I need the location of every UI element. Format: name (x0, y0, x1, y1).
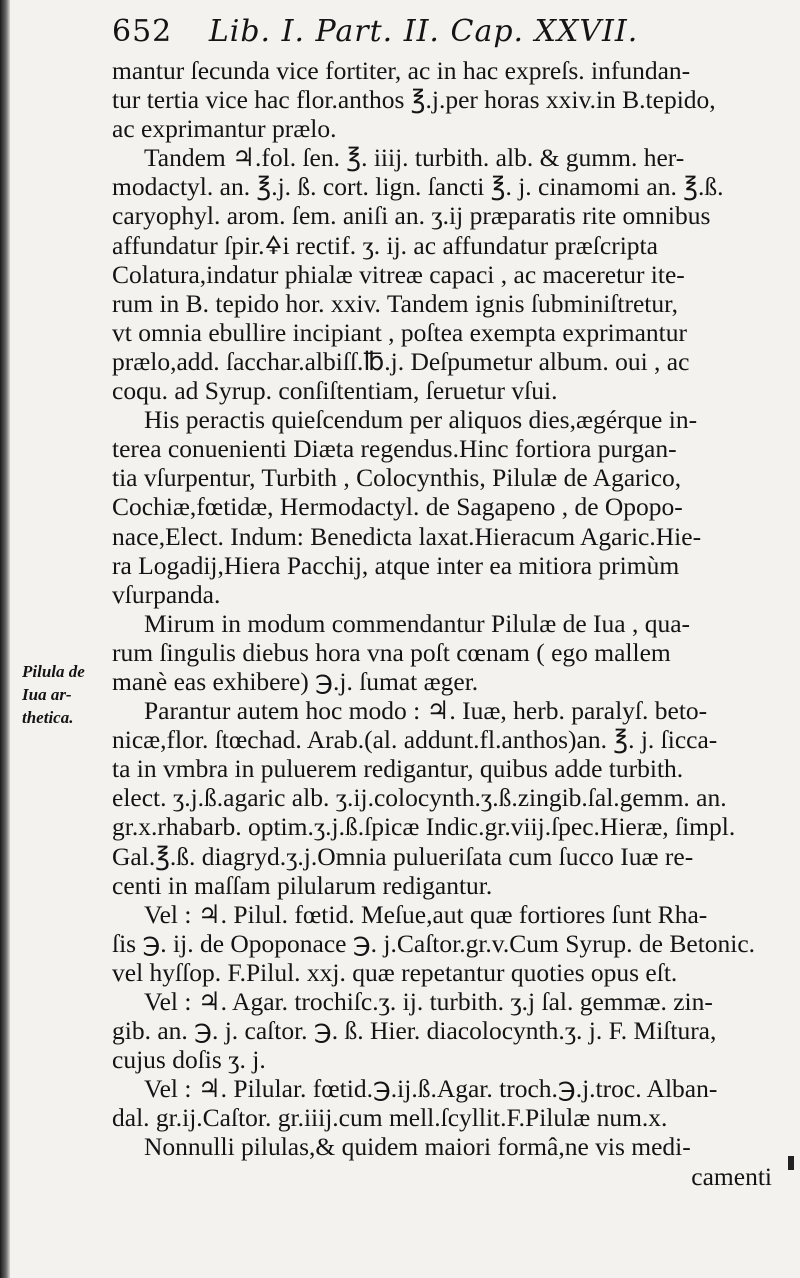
text-line: vſurpanda. (112, 579, 221, 609)
text-line: His peractis quieſcendum per aliquos dies,ægérque in- (144, 405, 698, 435)
text-line: camenti (691, 1161, 772, 1191)
running-title: Lib. I. Part. II. Cap. XXVII. (208, 14, 639, 49)
text-line: prælo,add. ſacchar.albiſſ.℔.j. Deſpumetur album. oui , ac (112, 346, 690, 376)
binding-shadow (0, 0, 10, 1278)
text-line: caryophyl. arom. ſem. aniſi an. ʒ.ij præparatis rite omnibus (112, 201, 711, 231)
text-line: Gal.℥.ß. diagryd.ʒ.j.Omnia pulueriſata cum ſucco Iuæ re- (112, 841, 694, 871)
text-line: coqu. ad Syrup. conſiſtentiam, ſeruetur vſui. (112, 376, 558, 406)
text-line: nace,Elect. Indum: Benedicta laxat.Hieracum Agaric.Hie- (112, 521, 702, 551)
page-header (112, 14, 712, 54)
text-line: Colatura,indatur phialæ vitreæ capaci , ac maceretur ite- (112, 259, 685, 289)
text-line: Parantur autem hoc modo : ♃. Iuæ, herb. paralyſ. beto- (144, 696, 708, 726)
text-line: rum ſingulis diebus hora vna poſt cœnam ( ego mallem (112, 637, 671, 667)
text-line: mantur ſecunda vice fortiter, ac in hac expreſs. infundan- (112, 56, 691, 85)
text-line: ac exprimantur prælo. (112, 114, 337, 144)
text-line: Tandem ♃.fol. ſen. ℥. iiij. turbith. alb. & gumm. her- (144, 143, 685, 173)
text-line: vt omnia ebullire incipiant , poſtea exempta exprimantur (112, 317, 687, 347)
text-line: manè eas exhibere) ℈.j. ſumat æger. (112, 666, 479, 696)
margin-note-line: Pilula de (22, 662, 85, 681)
text-line: dal. gr.ij.Caſtor. gr.iiij.cum mell.ſcyllit.F.Pilulæ num.x. (112, 1103, 668, 1133)
text-line: rum in B. tepido hor. xxiv. Tandem ignis ſubminiſtretur, (112, 288, 678, 318)
margin-note-line: thetica. (22, 708, 74, 727)
margin-note-line: Iua ar- (22, 685, 72, 704)
text-line: elect. ʒ.j.ß.agaric alb. ʒ.ij.colocynth.ʒ.ß.zingib.ſal.gemm. an. (112, 783, 727, 813)
text-line: Vel : ♃. Agar. trochiſc.ʒ. ij. turbith. ʒ.j ſal. gemmæ. zin- (144, 987, 713, 1016)
text-line: Mirum in modum commendantur Pilulæ de Iua , qua- (144, 608, 691, 638)
text-line: modactyl. an. ℥.j. ß. cort. lign. ſancti ℥. j. cinamomi an. ℥.ß. (112, 172, 724, 202)
text-line: Vel : ♃. Pilular. fœtid.℈.ij.ß.Agar. troch.℈.j.troc. Alban- (144, 1074, 718, 1104)
text-line: centi in maſſam pilularum redigantur. (112, 870, 493, 900)
text-line: Cochiæ,fœtidæ, Hermodactyl. de Sagapeno , de Opopo- (112, 492, 683, 522)
margin-note (22, 660, 112, 729)
text-line: ta in vmbra in puluerem redigantur, quibus adde turbith. (112, 754, 684, 784)
text-line: Nonnulli pilulas,& quidem maiori formâ,ne vis medi- (144, 1132, 691, 1162)
text-line: ra Logadij,Hiera Pacchij, atque inter ea mitiora primùm (112, 550, 680, 580)
text-line: gib. an. ℈. j. caſtor. ℈. ß. Hier. diacolocynth.ʒ. j. F. Miſtura, (112, 1016, 717, 1046)
text-line: cujus doſis ʒ. j. (112, 1045, 266, 1075)
text-line: tia vſurpentur, Turbith , Colocynthis, Pilulæ de Agarico, (112, 463, 682, 493)
text-line: terea conuenienti Diæta regendus.Hinc fortiora purgan- (112, 434, 677, 464)
text-line: nicæ,flor. ſtœchad. Arab.(al. addunt.fl.anthos)an. ℥. j. ſicca- (112, 725, 718, 755)
text-line: ſis ℈. ij. de Opoponace ℈. j.Caſtor.gr.v.Cum Syrup. de Betonic. (112, 928, 756, 958)
body-text (112, 56, 772, 1191)
text-line: gr.x.rhabarb. optim.ʒ.j.ß.ſpicæ Indic.gr.viij.ſpec.Hieræ, ſimpl. (112, 812, 736, 842)
text-line: vel hyſſop. F.Pilul. xxj. quæ repetantur quoties opus eſt. (112, 957, 678, 987)
text-line: tur tertia vice hac flor.anthos ℥.j.per horas xxiv.in B.tepido, (112, 85, 716, 115)
page-number: 652 (112, 14, 173, 49)
text-line: Vel : ♃. Pilul. fœtid. Meſue,aut quæ fortiores ſunt Rha- (144, 899, 708, 929)
text-line: affundatur ſpir.🜍i rectif. ʒ. ij. ac affundatur præſcripta (112, 230, 658, 260)
page-edge-mark (788, 1156, 794, 1170)
